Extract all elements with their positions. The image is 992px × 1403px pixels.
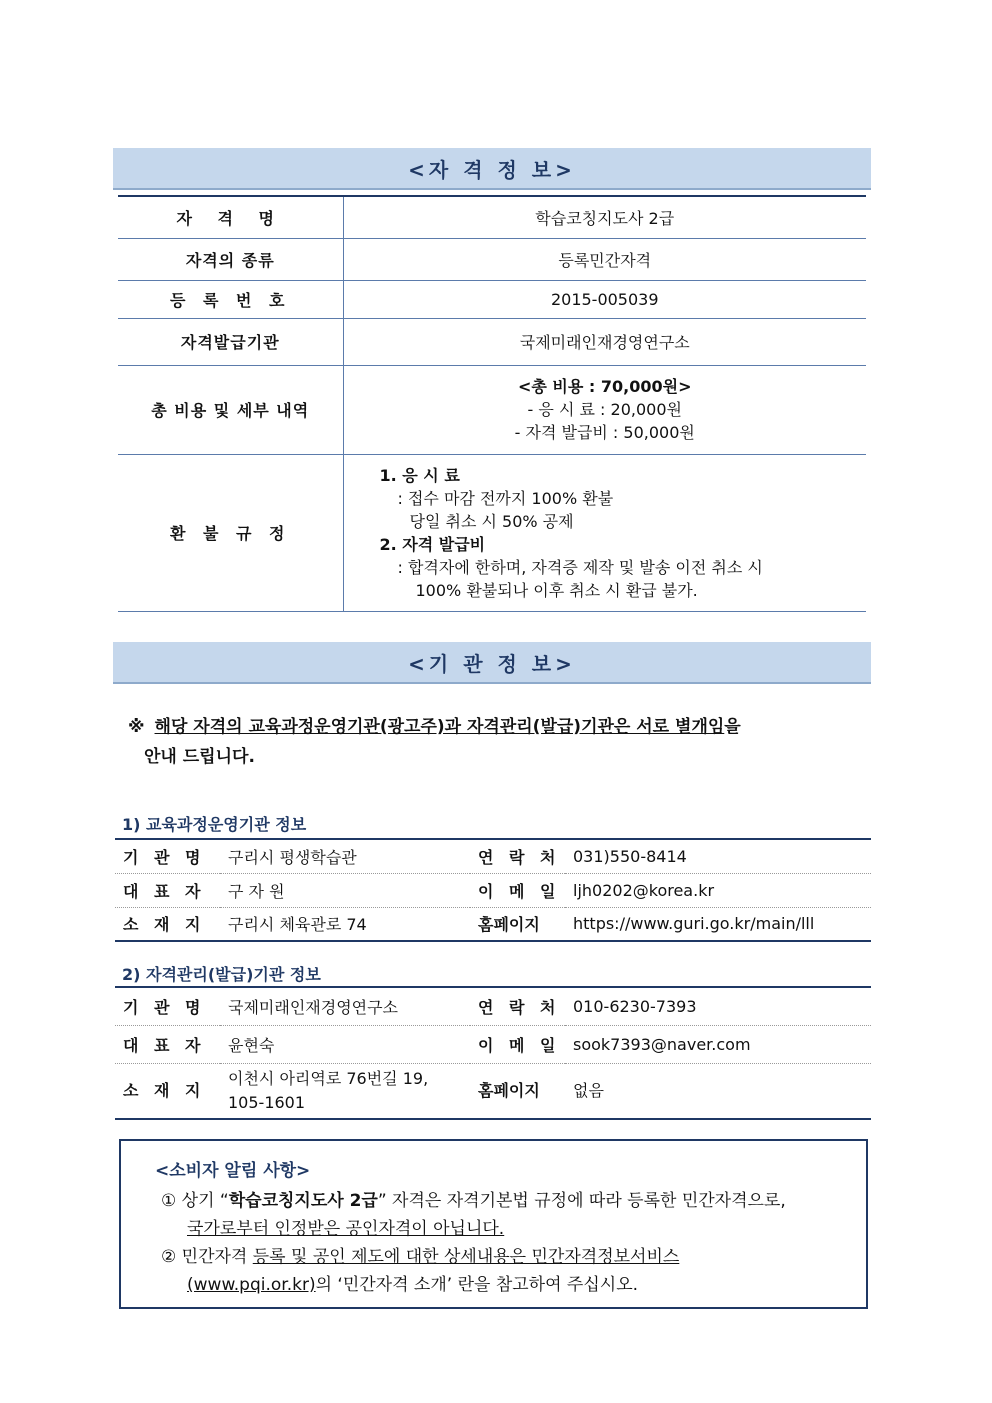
item-text: ” 자격은 자격기본법 규정에 따라 등록한 민간자격으로, bbox=[377, 1191, 786, 1211]
table-row bbox=[115, 1063, 871, 1119]
refund-exam-heading: 1. 응 시 료 bbox=[379, 465, 460, 485]
separate-entity-notice bbox=[128, 712, 828, 772]
item-number: ① bbox=[161, 1191, 177, 1211]
address-line2: 105-1601 bbox=[228, 1092, 306, 1112]
qualification-name-label: 자 격 명 bbox=[118, 196, 343, 238]
table-row bbox=[118, 318, 866, 365]
address-line1: 이천시 아리역로 76번길 19, bbox=[228, 1068, 429, 1088]
representative-label: 대 표 자 bbox=[123, 1035, 206, 1055]
homepage-label: 홈페이지 bbox=[478, 915, 540, 935]
org-name-value: 국제미래인재경영연구소 bbox=[228, 997, 399, 1017]
item-text: 의 ‘민간자격 소개’ 란을 참고하여 주십시오. bbox=[315, 1275, 639, 1295]
table-row bbox=[118, 365, 866, 454]
table-row bbox=[118, 280, 866, 318]
refund-exam-line: : 접수 마감 전까지 100% 환불 bbox=[397, 488, 614, 508]
refund-policy bbox=[343, 454, 866, 611]
qualification-type-label: 자격의 종류 bbox=[118, 238, 343, 280]
table-row bbox=[118, 196, 866, 238]
representative-value: 윤현숙 bbox=[228, 1035, 275, 1055]
consumer-notice-item-2-cont bbox=[155, 1271, 844, 1299]
representative-label: 대 표 자 bbox=[123, 881, 206, 901]
refund-exam-line: 당일 취소 시 50% 공제 bbox=[409, 511, 574, 531]
qualification-type-value: 등록민간자격 bbox=[343, 238, 866, 280]
institution-info-banner: <기 관 정 보> bbox=[113, 642, 871, 684]
pqi-link[interactable]: (www.pqi.or.kr) bbox=[187, 1275, 316, 1295]
exam-fee: - 응 시 료 : 20,000원 bbox=[527, 400, 682, 419]
email-label: 이 메 일 bbox=[478, 1035, 561, 1055]
issuance-fee: - 자격 발급비 : 50,000원 bbox=[514, 423, 695, 442]
registration-number-value: 2015-005039 bbox=[343, 280, 866, 318]
contact-label: 연 락 처 bbox=[478, 997, 561, 1017]
table-row bbox=[115, 873, 871, 907]
qualification-info-table bbox=[118, 195, 866, 612]
email-value: ljh0202@korea.kr bbox=[573, 880, 715, 900]
notice-underlined-text: 해당 자격의 교육과정운영기관(광고주)과 자격관리(발급)기관은 서로 별개임 bbox=[154, 717, 725, 737]
registration-number-label: 등 록 번 호 bbox=[118, 280, 343, 318]
notice-suffix: 을 bbox=[724, 717, 741, 737]
table-row bbox=[118, 238, 866, 280]
item-text: 민간자격 bbox=[181, 1247, 253, 1267]
notice-line2: 안내 드립니다. bbox=[144, 747, 255, 767]
consumer-notice-title: <소비자 알림 사항> bbox=[155, 1161, 311, 1181]
address-label: 소 재 지 bbox=[123, 915, 206, 935]
item-text: 상기 “ bbox=[181, 1191, 229, 1211]
homepage-value: 없음 bbox=[573, 1080, 604, 1100]
org-name-label: 기 관 명 bbox=[123, 847, 206, 867]
issuer-label: 자격발급기관 bbox=[118, 318, 343, 365]
consumer-notice-item-1-cont bbox=[155, 1215, 844, 1243]
org-name-label: 기 관 명 bbox=[123, 997, 206, 1017]
address-value bbox=[220, 1063, 470, 1119]
address-label: 소 재 지 bbox=[123, 1080, 206, 1100]
edu-institution-title: 1) 교육과정운영기관 정보 bbox=[122, 815, 307, 834]
refund-label: 환 불 규 정 bbox=[118, 454, 343, 611]
refund-issuance-line: : 합격자에 한하며, 자격증 제작 및 발송 이전 취소 시 bbox=[397, 557, 763, 577]
reference-mark: ※ bbox=[128, 717, 145, 737]
table-row bbox=[115, 987, 871, 1025]
table-row bbox=[115, 907, 871, 941]
consumer-notice-box bbox=[119, 1139, 868, 1309]
email-label: 이 메 일 bbox=[478, 881, 561, 901]
refund-issuance-heading: 2. 자격 발급비 bbox=[379, 534, 486, 554]
mgmt-institution-title: 2) 자격관리(발급)기관 정보 bbox=[122, 965, 321, 984]
mgmt-institution-table bbox=[115, 986, 871, 1120]
homepage-value[interactable]: https://www.guri.go.kr/main/lll bbox=[573, 914, 815, 934]
edu-institution-table bbox=[115, 838, 871, 942]
qualification-name-emphasis: 학습코칭지도사 2급 bbox=[228, 1191, 378, 1211]
contact-value: 031)550-8414 bbox=[573, 846, 687, 866]
homepage-label: 홈페이지 bbox=[478, 1080, 540, 1100]
table-row bbox=[115, 1025, 871, 1063]
address-value: 구리시 체육관로 74 bbox=[228, 915, 367, 935]
qualification-info-banner: <자 격 정 보> bbox=[113, 148, 871, 190]
refund-issuance-line: 100% 환불되나 이후 취소 시 환급 불가. bbox=[415, 580, 698, 600]
cost-details bbox=[343, 365, 866, 454]
total-cost: <총 비용 : 70,000원> bbox=[518, 377, 692, 396]
qualification-name-value: 학습코칭지도사 2급 bbox=[343, 196, 866, 238]
contact-label: 연 락 처 bbox=[478, 847, 561, 867]
item-number: ② bbox=[161, 1247, 177, 1267]
cost-label: 총 비용 및 세부 내역 bbox=[118, 365, 343, 454]
item-text: 국가로부터 인정받은 공인자격이 아닙니다. bbox=[187, 1219, 505, 1239]
consumer-notice-item-1 bbox=[155, 1187, 844, 1215]
representative-value: 구 자 원 bbox=[228, 881, 285, 901]
email-value: sook7393@naver.com bbox=[573, 1034, 751, 1054]
table-row bbox=[115, 839, 871, 873]
table-row bbox=[118, 454, 866, 611]
org-name-value: 구리시 평생학습관 bbox=[228, 847, 357, 867]
contact-value: 010-6230-7393 bbox=[573, 996, 697, 1016]
issuer-value: 국제미래인재경영연구소 bbox=[343, 318, 866, 365]
item-text: 등록 및 공인 제도에 대한 상세내용은 민간자격정보서비스 bbox=[252, 1247, 680, 1267]
consumer-notice-item-2 bbox=[155, 1243, 844, 1271]
